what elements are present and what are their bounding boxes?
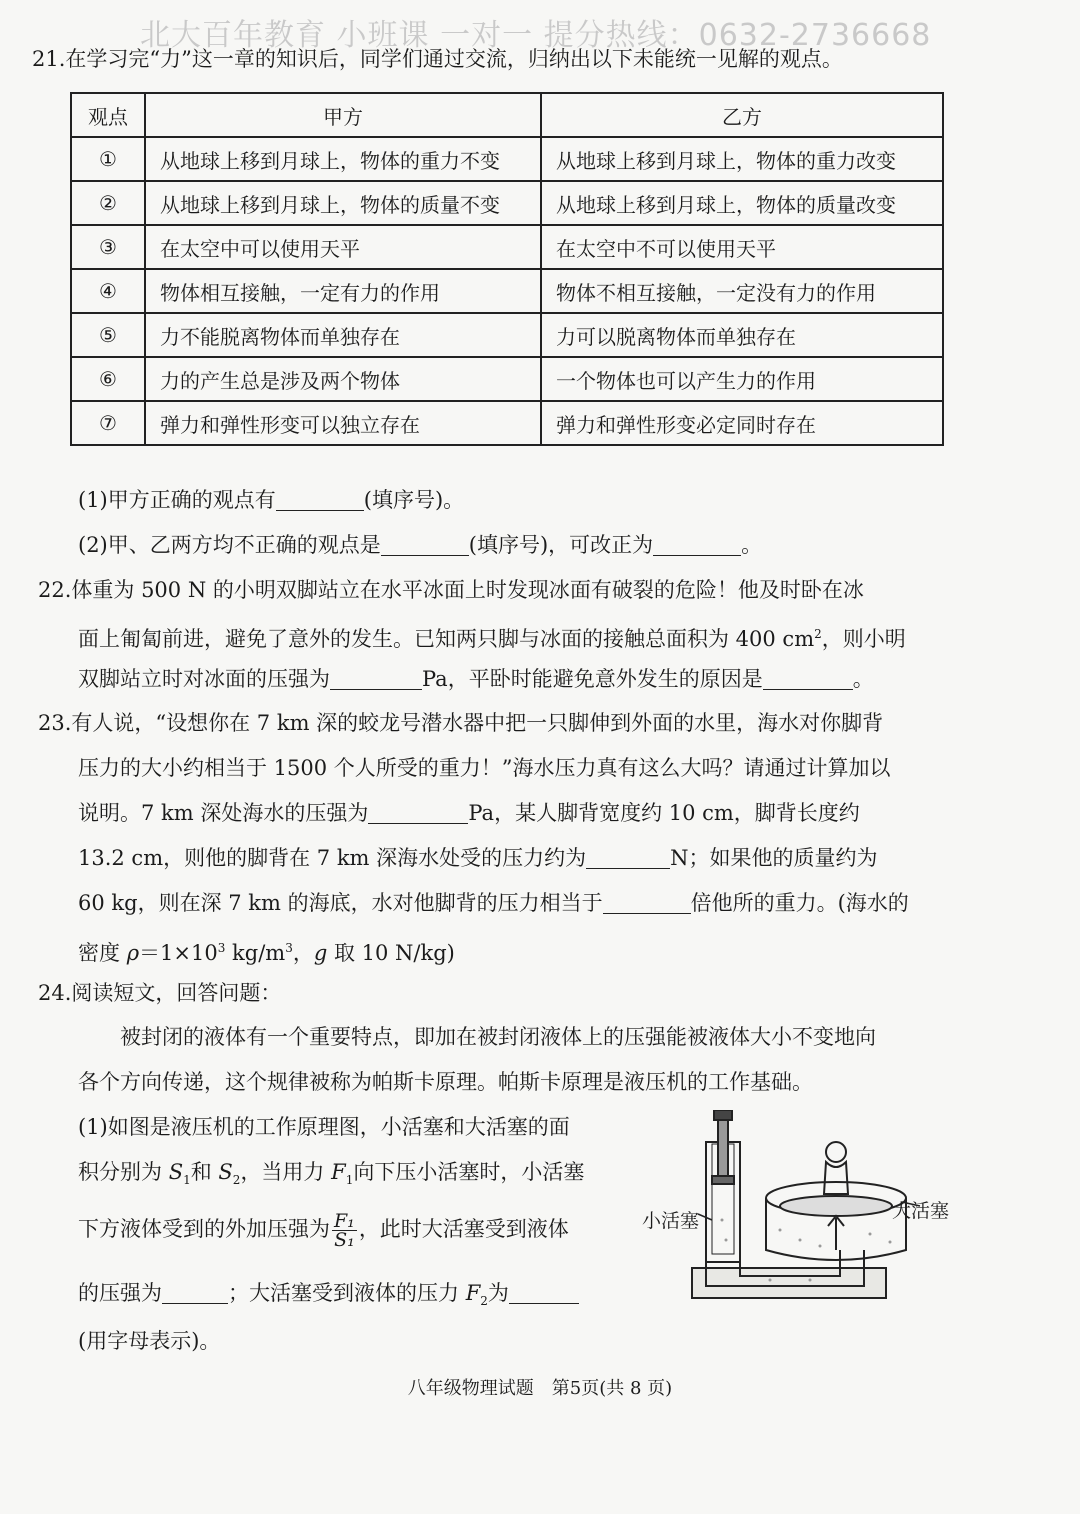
- q24-s4-a: 的压强为: [78, 1281, 162, 1305]
- q24-s4-b: ；大活塞受到液体的压力: [228, 1281, 466, 1305]
- q22-line2-end: ，则小明: [821, 627, 906, 651]
- large-piston: [780, 1196, 892, 1216]
- q24-sub1-line5: (用字母表示)。: [78, 1329, 221, 1353]
- label-large-piston: 大活塞: [892, 1200, 950, 1222]
- figure-body: [824, 1162, 848, 1194]
- subscript: 1: [183, 1173, 191, 1188]
- fraction-denominator: S₁: [334, 1229, 355, 1251]
- fraction-numerator: F₁: [334, 1210, 355, 1232]
- symbol-F: F: [465, 1281, 481, 1305]
- small-piston: [712, 1176, 734, 1184]
- viewpoint-number: ①: [71, 137, 145, 181]
- q24-s2-c: ，当用力: [240, 1160, 332, 1184]
- q23-line4: [78, 843, 878, 873]
- subscript: 1: [345, 1173, 354, 1188]
- q23-line6-b: ＝1×10: [139, 941, 218, 965]
- press-base: [692, 1268, 886, 1298]
- table-row: [71, 357, 943, 401]
- subscript: 2: [232, 1173, 241, 1188]
- q23-line3-text: 说明。7 km 深处海水的压强为: [78, 801, 369, 825]
- q24-s3-b: ，此时大活塞受到液体: [358, 1217, 569, 1241]
- header-side-yi: 乙方: [541, 93, 943, 137]
- side-yi-view: 弹力和弹性形变必定同时存在: [541, 401, 943, 445]
- small-piston-handle: [714, 1110, 732, 1120]
- viewpoint-number: ⑦: [71, 401, 145, 445]
- q24-sub1-line3: [78, 1212, 569, 1249]
- table-row: [71, 181, 943, 225]
- side-jia-view: 弹力和弹性形变可以独立存在: [145, 401, 541, 445]
- table-header-row: [71, 93, 943, 137]
- answer-blank[interactable]: [368, 801, 468, 824]
- watermark-text: 北大百年教育 小班课 一对一 提分热线：0632-2736668: [140, 18, 932, 53]
- viewpoint-number: ②: [71, 181, 145, 225]
- q23-line3: [78, 798, 860, 828]
- q22-line3: [78, 664, 874, 694]
- table-row: [71, 137, 943, 181]
- q24-s4-c: 为: [487, 1281, 509, 1305]
- side-yi-view: 物体不相互接触，一定没有力的作用: [541, 269, 943, 313]
- side-jia-view: 在太空中可以使用天平: [145, 225, 541, 269]
- q21-part1-suffix: (填序号)。: [363, 488, 465, 512]
- q21-part2: [78, 530, 762, 560]
- side-yi-view: 从地球上移到月球上，物体的质量改变: [541, 181, 943, 225]
- q23-line1: 23.有人说，“设想你在 7 km 深的蛟龙号潜水器中把一只脚伸到外面的水里，海水对你脚背: [38, 711, 884, 735]
- superscript: 2: [814, 627, 822, 641]
- q24-para-line1: 被封闭的液体有一个重要特点，即加在被封闭液体上的压强能被液体大小不变地向: [120, 1025, 876, 1049]
- symbol-g: g: [313, 941, 328, 965]
- figure-head: [826, 1142, 846, 1162]
- table-row: [71, 313, 943, 357]
- q22-line3-mid: Pa，平卧时能避免意外发生的原因是: [422, 667, 763, 691]
- q23-line5-text: 60 kg，则在深 7 km 的海底，水对他脚背的压力相当于: [78, 891, 603, 915]
- viewpoint-number: ③: [71, 225, 145, 269]
- superscript: 3: [285, 941, 293, 955]
- answer-blank[interactable]: [330, 667, 422, 690]
- side-jia-view: 从地球上移到月球上，物体的重力不变: [145, 137, 541, 181]
- q24-title: 24.阅读短文，回答问题：: [38, 981, 282, 1005]
- q23-line2: 压力的大小约相当于 1500 个人所受的重力！”海水压力真有这么大吗？请通过计算加以: [78, 756, 891, 780]
- q21-part1: [78, 485, 464, 515]
- q23-line4-text: 13.2 cm，则他的脚背在 7 km 深海水处受的压力约为: [78, 846, 587, 870]
- viewpoint-number: ④: [71, 269, 145, 313]
- q21-part2-text: (2)甲、乙两方均不正确的观点是: [78, 533, 381, 557]
- q23-line5: [78, 888, 909, 918]
- q22-line2: [78, 619, 906, 654]
- table-row: [71, 269, 943, 313]
- viewpoint-number: ⑤: [71, 313, 145, 357]
- side-yi-view: 一个物体也可以产生力的作用: [541, 357, 943, 401]
- symbol-S: S: [218, 1160, 233, 1184]
- q22-line1: 22.体重为 500 N 的小明双脚站立在水平冰面上时发现冰面有破裂的危险！他及时卧在冰: [38, 578, 864, 602]
- small-piston-rod: [718, 1114, 728, 1176]
- side-yi-view: 在太空中不可以使用天平: [541, 225, 943, 269]
- header-viewpoint: 观点: [71, 93, 145, 137]
- q23-line6-c: kg/m: [225, 941, 286, 965]
- symbol-S: S: [168, 1160, 184, 1184]
- fraction-F1-S1: [332, 1212, 357, 1249]
- subscript: 2: [480, 1294, 488, 1309]
- q24-s2-d: 向下压小活塞时，小活塞: [353, 1160, 585, 1184]
- answer-blank[interactable]: [276, 488, 364, 511]
- answer-blank[interactable]: [162, 1281, 228, 1304]
- side-yi-view: 力可以脱离物体而单独存在: [541, 313, 943, 357]
- answer-blank[interactable]: [603, 891, 691, 914]
- q24-s3-a: 下方液体受到的外加压强为: [78, 1217, 330, 1241]
- q21-stem: 21.在学习完“力”这一章的知识后，同学们通过交流，归纳出以下未能统一见解的观点。: [32, 47, 843, 71]
- viewpoint-number: ⑥: [71, 357, 145, 401]
- q21-part1-text: (1)甲方正确的观点有: [78, 488, 276, 512]
- side-jia-view: 从地球上移到月球上，物体的质量不变: [145, 181, 541, 225]
- q23-line6-e: 取 10 N/kg): [327, 941, 455, 965]
- q21-part2-mid: (填序号)，可改正为: [468, 533, 654, 557]
- answer-blank[interactable]: [509, 1281, 579, 1304]
- side-yi-view: 从地球上移到月球上，物体的重力改变: [541, 137, 943, 181]
- viewpoints-table: [70, 92, 944, 446]
- side-jia-view: 物体相互接触，一定有力的作用: [145, 269, 541, 313]
- answer-blank[interactable]: [586, 846, 670, 869]
- symbol-rho: ρ: [126, 941, 140, 965]
- q22-line3-end: 。: [852, 667, 874, 691]
- hydraulic-press-diagram: [630, 1110, 960, 1310]
- side-jia-view: 力的产生总是涉及两个物体: [145, 357, 541, 401]
- q21-part2-end: 。: [741, 533, 763, 557]
- arrow-up: [828, 1216, 844, 1250]
- answer-blank[interactable]: [763, 667, 853, 690]
- label-small-piston: 小活塞: [642, 1210, 700, 1232]
- answer-blank[interactable]: [653, 533, 741, 556]
- q23-line6: [78, 933, 455, 968]
- q24-para-line2: 各个方向传递，这个规律被称为帕斯卡原理。帕斯卡原理是液压机的工作基础。: [78, 1070, 813, 1094]
- side-jia-view: 力不能脱离物体而单独存在: [145, 313, 541, 357]
- symbol-F: F: [331, 1160, 346, 1184]
- table-row: [71, 401, 943, 445]
- q23-line6-d: ，: [292, 941, 314, 965]
- q22-line3-text: 双脚站立时对冰面的压强为: [78, 667, 330, 691]
- q24-s2-a: 积分别为: [78, 1160, 169, 1184]
- q24-sub1-line4: [78, 1278, 579, 1316]
- q24-sub1-line2: [78, 1157, 584, 1195]
- q24-s2-b: 和: [190, 1160, 219, 1184]
- q23-line6-text: 密度: [78, 941, 127, 965]
- q23-line4-end: N；如果他的质量约为: [670, 846, 878, 870]
- q22-line2-text: 面上匍匐前进，避免了意外的发生。已知两只脚与冰面的接触总面积为 400 cm: [78, 627, 815, 651]
- q24-sub1-line1: (1)如图是液压机的工作原理图，小活塞和大活塞的面: [78, 1115, 570, 1139]
- q23-line3-end: Pa，某人脚背宽度约 10 cm，脚背长度约: [468, 801, 860, 825]
- q23-line5-end: 倍他所的重力。(海水的: [690, 891, 909, 915]
- superscript: 3: [217, 941, 226, 955]
- table-row: [71, 225, 943, 269]
- header-side-jia: 甲方: [145, 93, 541, 137]
- page-footer: 八年级物理试题 第5页(共 8 页): [407, 1378, 673, 1399]
- answer-blank[interactable]: [381, 533, 469, 556]
